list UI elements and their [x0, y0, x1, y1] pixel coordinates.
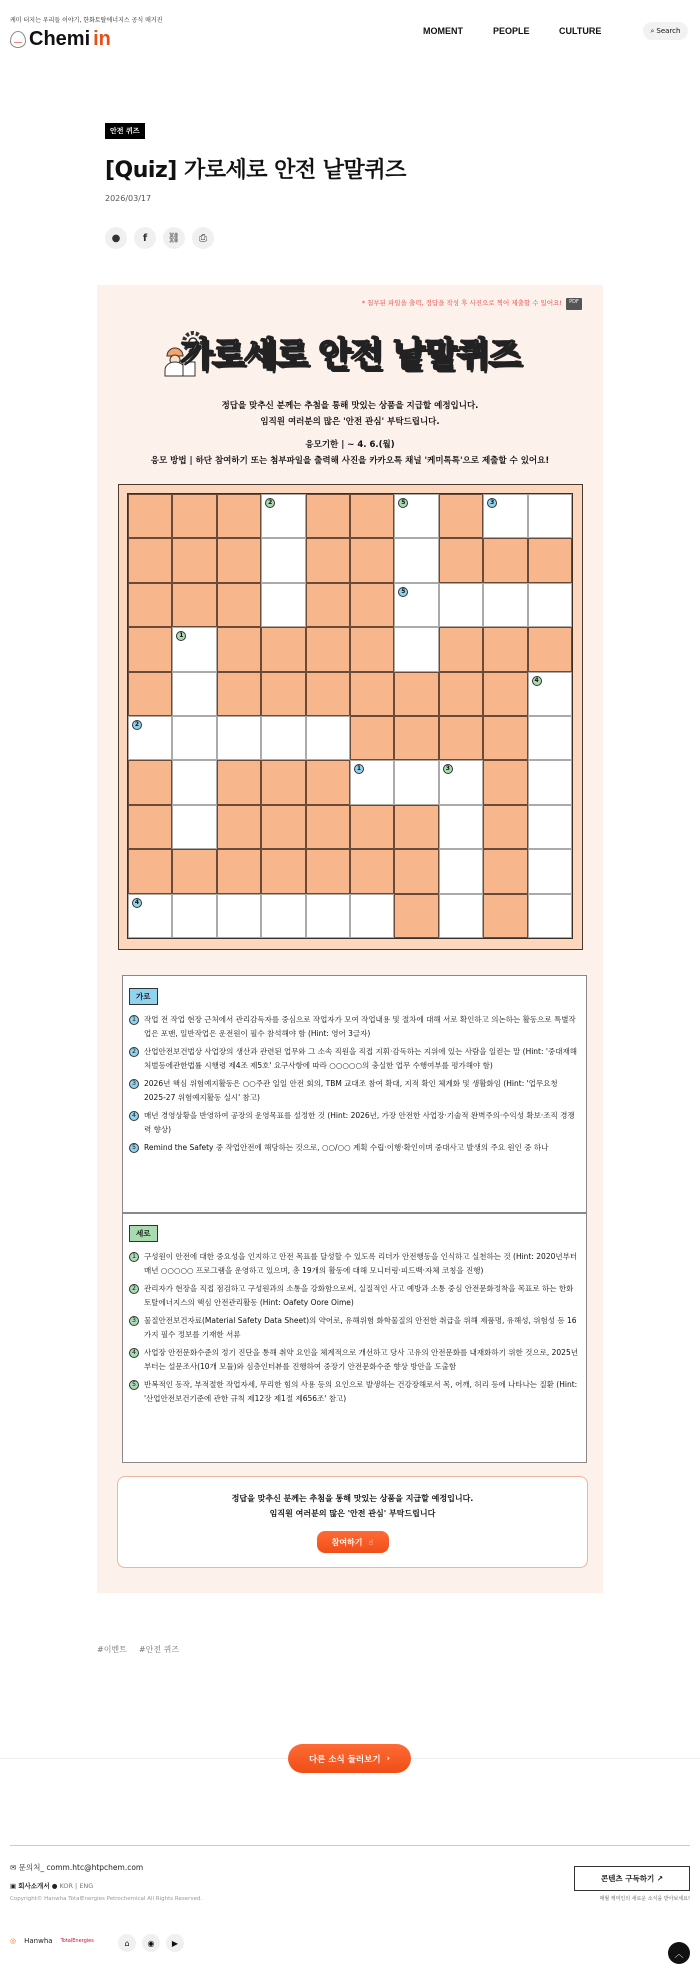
logo-text: Chemi	[29, 28, 91, 50]
blocked-cell	[350, 494, 394, 538]
blocked-cell	[261, 672, 305, 716]
post-date: 2026/03/17	[105, 194, 152, 203]
totalenergies-logo: TotalEnergies	[60, 1938, 94, 1944]
tag-list	[97, 1644, 179, 1655]
contact-text: 문의처_ comm.htc@htpchem.com	[18, 1863, 144, 1872]
deadline: 응모기한 | ~ 4. 6.(월)	[305, 440, 395, 450]
clue-down	[129, 1282, 579, 1309]
blocked-cell	[306, 849, 350, 893]
blocked-cell	[306, 494, 350, 538]
link-icon[interactable]: ⛓	[163, 227, 185, 249]
clue-number-across: 5	[398, 587, 408, 597]
blocked-cell	[128, 672, 172, 716]
clue-down	[129, 1378, 579, 1405]
blocked-cell	[528, 538, 572, 582]
subscribe-note: 매월 케미인의 새로운 소식을 받아보세요!	[599, 1896, 690, 1902]
blocked-cell	[350, 627, 394, 671]
clue-text: 매년 경영상황을 반영하여 공장의 운영목표를 설정한 것 (Hint: 2026년, 가장 안전한 사업장·기술적 완벽주의·수익성 확보·조직 경쟁력 향상)	[144, 1111, 575, 1134]
blocked-cell	[172, 494, 216, 538]
site-logo[interactable]	[10, 28, 111, 51]
nav-moment[interactable]: MOMENT	[423, 26, 463, 36]
blocked-cell	[217, 672, 261, 716]
blocked-cell	[394, 805, 438, 849]
blocked-cell	[306, 538, 350, 582]
site-tagline: 케미 터지는 우리들 이야기, 한화토탈에너지스 공식 매거진	[10, 17, 163, 24]
answer-cell[interactable]	[261, 538, 305, 582]
company-brochure-link[interactable]: 회사소개서	[18, 1882, 50, 1890]
print-icon[interactable]: ⎙	[192, 227, 214, 249]
answer-cell[interactable]	[528, 894, 572, 938]
contact-email[interactable]	[10, 1862, 143, 1873]
nav-people[interactable]: PEOPLE	[493, 26, 530, 36]
clue-text: 산업안전보건법상 사업장의 생산과 관련된 업무와 그 소속 직원을 직접 지휘·감독하는 지위에 있는 사람을 일컫는 말 (Hint: '중대재해처벌등에관한법률 시행령 제4조 제5호' 요구사항에 따라 ○○○○○의 충실한 업무 수행여부를 평가해야 함)	[144, 1047, 577, 1070]
clue-text: 2026년 핵심 위험예지활동은 ○○주관 일일 안전 회의, TBM 교대조 참여 확대, 지적 확인 체계화 및 생활화임 (Hint: '업무요청 2025-27 위험예지활동 실시' 참고)	[144, 1079, 558, 1102]
blocked-cell	[439, 494, 483, 538]
answer-cell[interactable]	[172, 627, 216, 671]
clue-number-down: 4	[532, 676, 542, 686]
clue-text: 반복적인 동작, 부적절한 작업자세, 무리한 힘의 사용 등의 요인으로 발생하는 건강장해로서 목, 어깨, 허리 등에 나타나는 질환 (Hint: '산업안전보건기준에 관한 규칙 제12장 제1절 제656조' 참고)	[144, 1380, 578, 1403]
blocked-cell	[483, 849, 527, 893]
blocked-cell	[306, 583, 350, 627]
answer-cell[interactable]	[528, 672, 572, 716]
clue-down	[129, 1250, 579, 1277]
blocked-cell	[483, 805, 527, 849]
clue-text: 구성원이 안전에 대한 중요성을 인지하고 안전 목표를 달성할 수 있도록 리더가 안전행동을 인식하고 실천하는 것 (Hint: 2020년부터 매년 ○○○○○ 프로그램을 운영하고 있으며, 총 19개의 활동에 대해 모니터링·피드백·자체 코칭을 진행)	[144, 1252, 578, 1275]
answer-cell[interactable]	[528, 805, 572, 849]
answer-cell[interactable]	[306, 894, 350, 938]
blocked-cell	[261, 627, 305, 671]
blocked-cell	[394, 716, 438, 760]
answer-cell[interactable]	[439, 583, 483, 627]
clue-across	[129, 1141, 579, 1155]
blocked-cell	[128, 805, 172, 849]
answer-cell[interactable]	[261, 894, 305, 938]
answer-cell[interactable]	[350, 760, 394, 804]
blocked-cell	[261, 849, 305, 893]
copyright: Copyright© Hanwha TotalEnergies Petrochemical All Rights Reserved.	[10, 1896, 203, 1902]
youtube-icon[interactable]: ▶	[166, 1934, 184, 1952]
footer-divider	[10, 1845, 690, 1846]
answer-cell[interactable]	[172, 672, 216, 716]
clue-number: 2	[129, 1047, 139, 1057]
page-title: [Quiz] 가로세로 안전 낱말퀴즈	[105, 158, 406, 183]
clue-text: 사업장 안전문화수준의 정기 진단을 통해 취약 요인을 체계적으로 개선하고 당사 고유의 안전문화를 내재화하기 위한 것으로, 2025년부터는 설문조사(10개 모듈)와 심층인터뷰를 진행하여 중장기 안전문화수준 향상 방안을 도출함	[144, 1348, 578, 1371]
search-label: Search	[656, 27, 681, 35]
answer-cell[interactable]	[172, 716, 216, 760]
blocked-cell	[217, 849, 261, 893]
clue-text: 관리자가 현장을 직접 점검하고 구성원과의 소통을 강화함으로써, 실질적인 사고 예방과 소통 중심 안전문화정착을 목표로 하는 한화토탈에너지스의 핵심 안전관리활동 (Hint: Oafety Oore Oime)	[144, 1284, 574, 1307]
language-switch[interactable]: KOR | ENG	[59, 1882, 94, 1890]
blocked-cell	[350, 538, 394, 582]
blocked-cell	[217, 494, 261, 538]
blocked-cell	[217, 760, 261, 804]
answer-cell[interactable]	[128, 894, 172, 938]
clue-number-down: 1	[176, 631, 186, 641]
answer-cell[interactable]	[350, 894, 394, 938]
answer-cell[interactable]	[439, 760, 483, 804]
scroll-top-button[interactable]: ︿	[668, 1942, 690, 1964]
subscribe-button[interactable]: 콘텐츠 구독하기 ↗	[574, 1866, 690, 1891]
answer-cell[interactable]	[439, 805, 483, 849]
pointer-hand-icon: ☝	[368, 1537, 374, 1547]
blocked-cell	[128, 760, 172, 804]
blocked-cell	[217, 538, 261, 582]
nav-culture[interactable]: CULTURE	[559, 26, 602, 36]
answer-cell[interactable]	[172, 894, 216, 938]
cta-line-2: 임직원 여러분의 많은 '안전 관심' 부탁드립니다	[269, 1509, 436, 1518]
clue-number-down: 2	[265, 498, 275, 508]
answer-cell[interactable]	[217, 716, 261, 760]
answer-cell[interactable]	[528, 760, 572, 804]
tag-event[interactable]: #이벤트	[97, 1645, 127, 1654]
blocked-cell	[217, 805, 261, 849]
entry-method: 응모 방법 | 하단 참여하기 또는 첨부파일을 출력해 사진을 카카오톡 채널 '케미톡톡'으로 제출할 수 있어요!	[150, 456, 550, 466]
answer-cell[interactable]	[394, 760, 438, 804]
answer-cell[interactable]	[439, 894, 483, 938]
blocked-cell	[306, 760, 350, 804]
participate-box	[117, 1476, 588, 1568]
blocked-cell	[350, 805, 394, 849]
kakao-icon[interactable]: ◉	[142, 1934, 160, 1952]
mascot-icon	[10, 31, 26, 48]
clue-across	[129, 1045, 579, 1072]
answer-cell[interactable]	[394, 538, 438, 582]
blocked-cell	[528, 627, 572, 671]
clue-number-across: 3	[487, 498, 497, 508]
clue-number-across: 2	[132, 720, 142, 730]
brochure-icon: ▣	[10, 1882, 19, 1890]
answer-cell[interactable]	[172, 805, 216, 849]
blocked-cell	[128, 627, 172, 671]
search-button[interactable]	[643, 22, 688, 40]
cta-line-1: 정답을 맞추신 분께는 추첨을 통해 맛있는 상품을 지급할 예정입니다.	[231, 1494, 474, 1503]
blocked-cell	[483, 894, 527, 938]
quiz-title-b: 안전 낱말퀴즈	[318, 335, 521, 375]
comment-icon[interactable]: ●	[105, 227, 127, 249]
blocked-cell	[483, 672, 527, 716]
search-icon: ⌕	[650, 26, 655, 35]
intro-line-2: 임직원 여러분의 많은 '안전 관심' 부탁드립니다.	[260, 417, 440, 427]
clue-text: Remind the Safety 중 작업안전에 해당하는 것으로, ○○/○○ 계획 수립·이행·확인이며 중대사고 발생의 주요 원인 중 하나	[144, 1143, 549, 1152]
answer-cell[interactable]	[128, 716, 172, 760]
clue-number-down: 5	[398, 498, 408, 508]
answer-cell[interactable]	[261, 583, 305, 627]
blocked-cell	[483, 538, 527, 582]
pdf-download-icon[interactable]: PDF	[566, 298, 582, 310]
blocked-cell	[350, 583, 394, 627]
blocked-cell	[306, 627, 350, 671]
clue-text: 작업 전 작업 현장 근처에서 관리감독자를 중심으로 작업자가 모여 작업내용 및 절차에 대해 서로 확인하고 의논하는 활동으로 특별작업은 포맨, 일반작업은 운전원이 필수 참석해야 함 (Hint: 영어 3글자)	[144, 1015, 576, 1038]
clue-number: 1	[129, 1015, 139, 1025]
answer-cell[interactable]	[217, 894, 261, 938]
blocked-cell	[350, 672, 394, 716]
clue-number: 3	[129, 1079, 139, 1089]
hanwha-logo-icon: ◎	[10, 1937, 17, 1945]
blocked-cell	[483, 760, 527, 804]
answer-cell[interactable]	[394, 583, 438, 627]
blocked-cell	[350, 716, 394, 760]
blocked-cell	[261, 805, 305, 849]
participate-button[interactable]	[317, 1531, 389, 1553]
blocked-cell	[217, 627, 261, 671]
blocked-cell	[172, 583, 216, 627]
clue-text: 물질안전보건자료(Material Safety Data Sheet)의 약어로, 유해위험 화학물질의 안전한 취급을 위해 제품명, 유해성, 위험성 등 16가지 필수 정보를 기재한 서류	[144, 1316, 577, 1339]
blocked-cell	[439, 538, 483, 582]
blocked-cell	[128, 538, 172, 582]
answer-cell[interactable]	[261, 716, 305, 760]
blocked-cell	[261, 760, 305, 804]
crossword-grid	[127, 493, 573, 939]
facebook-icon[interactable]: f	[134, 227, 156, 249]
answer-cell[interactable]	[261, 494, 305, 538]
attachment-note: * 첨부된 파일을 출력, 정답을 작성 후 사진으로 찍어 제출할 수 있어요!	[361, 299, 562, 307]
blocked-cell	[306, 805, 350, 849]
company-links	[10, 1881, 93, 1890]
brand-logos	[10, 1937, 94, 1945]
answer-cell[interactable]	[483, 583, 527, 627]
more-news-button[interactable]	[288, 1744, 411, 1773]
answer-cell[interactable]	[172, 760, 216, 804]
answer-cell[interactable]	[439, 849, 483, 893]
blocked-cell	[439, 627, 483, 671]
clue-number: 4	[129, 1111, 139, 1121]
blocked-cell	[172, 849, 216, 893]
clue-number-across: 1	[354, 764, 364, 774]
answer-cell[interactable]	[528, 716, 572, 760]
blocked-cell	[483, 627, 527, 671]
clue-number-across: 4	[132, 898, 142, 908]
category-badge[interactable]: 안전 퀴즈	[105, 123, 145, 139]
blocked-cell	[217, 583, 261, 627]
blocked-cell	[483, 716, 527, 760]
blocked-cell	[439, 672, 483, 716]
clue-across	[129, 1109, 579, 1136]
blocked-cell	[350, 849, 394, 893]
blocked-cell	[128, 849, 172, 893]
answer-cell[interactable]	[394, 627, 438, 671]
more-news-label: 다른 소식 둘러보기	[308, 1754, 381, 1765]
clue-number: 1	[129, 1252, 139, 1262]
blocked-cell	[394, 849, 438, 893]
tag-safety-quiz[interactable]: #안전 퀴즈	[138, 1645, 180, 1654]
quiz-title	[100, 327, 600, 376]
blocked-cell	[172, 538, 216, 582]
clue-number: 4	[129, 1348, 139, 1358]
answer-cell[interactable]	[306, 716, 350, 760]
logo-accent: in	[93, 28, 111, 50]
answer-cell[interactable]	[394, 494, 438, 538]
answer-cell[interactable]	[528, 849, 572, 893]
clue-number: 2	[129, 1284, 139, 1294]
blocked-cell	[439, 716, 483, 760]
across-heading: 가로	[129, 988, 158, 1005]
clue-across	[129, 1077, 579, 1104]
blocked-cell	[306, 672, 350, 716]
answer-cell[interactable]	[483, 494, 527, 538]
clue-down	[129, 1314, 579, 1341]
clue-across	[129, 1013, 579, 1040]
answer-cell[interactable]	[528, 494, 572, 538]
intro-line-1: 정답을 맞추신 분께는 추첨을 통해 맛있는 상품을 지급할 예정입니다.	[221, 401, 479, 411]
clue-number-down: 3	[443, 764, 453, 774]
crossword-frame	[118, 484, 583, 950]
blocked-cell	[128, 494, 172, 538]
chevron-right-icon: ›	[386, 1753, 391, 1764]
blocked-cell	[128, 583, 172, 627]
mail-icon: ✉	[10, 1863, 19, 1872]
hanwha-logo: Hanwha	[24, 1937, 53, 1945]
clue-number: 3	[129, 1316, 139, 1326]
blocked-cell	[394, 672, 438, 716]
clue-number: 5	[129, 1380, 139, 1390]
globe-icon: ●	[51, 1882, 58, 1890]
answer-cell[interactable]	[528, 583, 572, 627]
clue-down	[129, 1346, 579, 1373]
quiz-title-a: 가로세로	[179, 335, 319, 375]
clue-number: 5	[129, 1143, 139, 1153]
blocked-cell	[394, 894, 438, 938]
participate-label: 참여하기	[331, 1537, 363, 1547]
down-heading: 세로	[129, 1225, 158, 1242]
clues-panel	[122, 975, 587, 1463]
home-icon[interactable]: ⌂	[118, 1934, 136, 1952]
divider	[123, 1212, 586, 1214]
